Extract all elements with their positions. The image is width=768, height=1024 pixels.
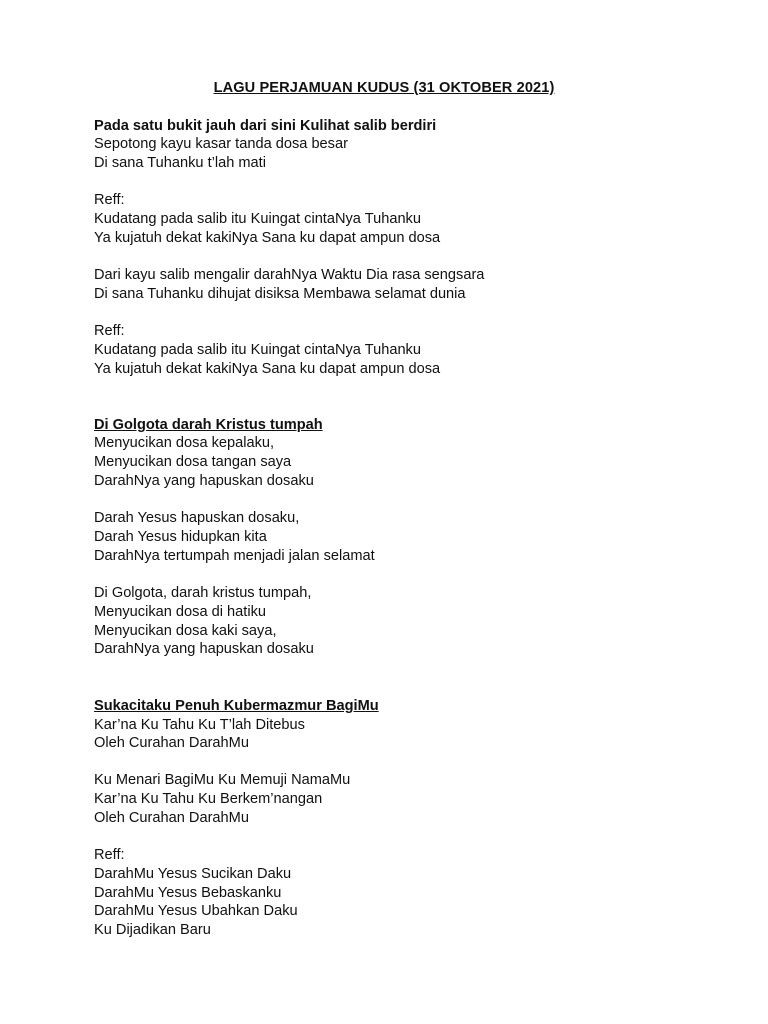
song3-verse2-line: Ku Menari BagiMu Ku Memuji NamaMu <box>94 772 351 788</box>
song3-verse2-line: Oleh Curahan DarahMu <box>94 810 249 826</box>
song2-verse1-line: Menyucikan dosa kepalaku, <box>94 435 275 451</box>
song3-verse1-line: Kar’na Ku Tahu Ku T’lah Ditebus <box>94 717 305 733</box>
song2-verse1-line: Menyucikan dosa tangan saya <box>94 454 292 470</box>
song3-reff-line: DarahMu Yesus Sucikan Daku <box>94 866 292 882</box>
song1-verse2-line: Dari kayu salib mengalir darahNya Waktu Dia rasa sengsara <box>94 267 485 283</box>
document-title: LAGU PERJAMUAN KUDUS (31 OKTOBER 2021) <box>213 80 555 96</box>
song3-reff-line: DarahMu Yesus Bebaskanku <box>94 885 282 901</box>
song3-reff-line: DarahMu Yesus Ubahkan Daku <box>94 903 298 919</box>
song1-reff1-label: Reff: <box>94 192 125 208</box>
song3-reff-line: Ku Dijadikan Baru <box>94 922 211 938</box>
song1-reff1-line: Ya kujatuh dekat kakiNya Sana ku dapat ampun dosa <box>94 230 441 246</box>
song1-reff2-label: Reff: <box>94 323 125 339</box>
song1-verse1-line: Di sana Tuhanku t’lah mati <box>94 155 266 171</box>
song1-reff2-line: Kudatang pada salib itu Kuingat cintaNya Tuhanku <box>94 342 421 358</box>
song3-verse2-line: Kar’na Ku Tahu Ku Berkem’nangan <box>94 791 323 807</box>
song2-verse2-line: Darah Yesus hidupkan kita <box>94 529 267 545</box>
song2-verse2-line: Darah Yesus hapuskan dosaku, <box>94 510 300 526</box>
song1-verse1-line: Sepotong kayu kasar tanda dosa besar <box>94 136 348 152</box>
song3-verse1-line: Oleh Curahan DarahMu <box>94 735 249 751</box>
song1-verse2-line: Di sana Tuhanku dihujat disiksa Membawa selamat dunia <box>94 286 466 302</box>
song2-verse3-line: DarahNya yang hapuskan dosaku <box>94 641 314 657</box>
song1-reff1-line: Kudatang pada salib itu Kuingat cintaNya Tuhanku <box>94 211 421 227</box>
song3-heading: Sukacitaku Penuh Kubermazmur BagiMu <box>94 698 379 714</box>
song1-reff2-line: Ya kujatuh dekat kakiNya Sana ku dapat ampun dosa <box>94 361 441 377</box>
song2-verse1-line: DarahNya yang hapuskan dosaku <box>94 473 314 489</box>
song2-verse3-line: Di Golgota, darah kristus tumpah, <box>94 585 312 601</box>
song1-heading: Pada satu bukit jauh dari sini Kulihat salib berdiri <box>94 118 437 134</box>
song2-verse3-line: Menyucikan dosa di hatiku <box>94 604 266 620</box>
song3-reff-label: Reff: <box>94 847 125 863</box>
song2-verse2-line: DarahNya tertumpah menjadi jalan selamat <box>94 548 375 564</box>
song2-verse3-line: Menyucikan dosa kaki saya, <box>94 623 277 639</box>
song2-heading: Di Golgota darah Kristus tumpah <box>94 417 323 433</box>
